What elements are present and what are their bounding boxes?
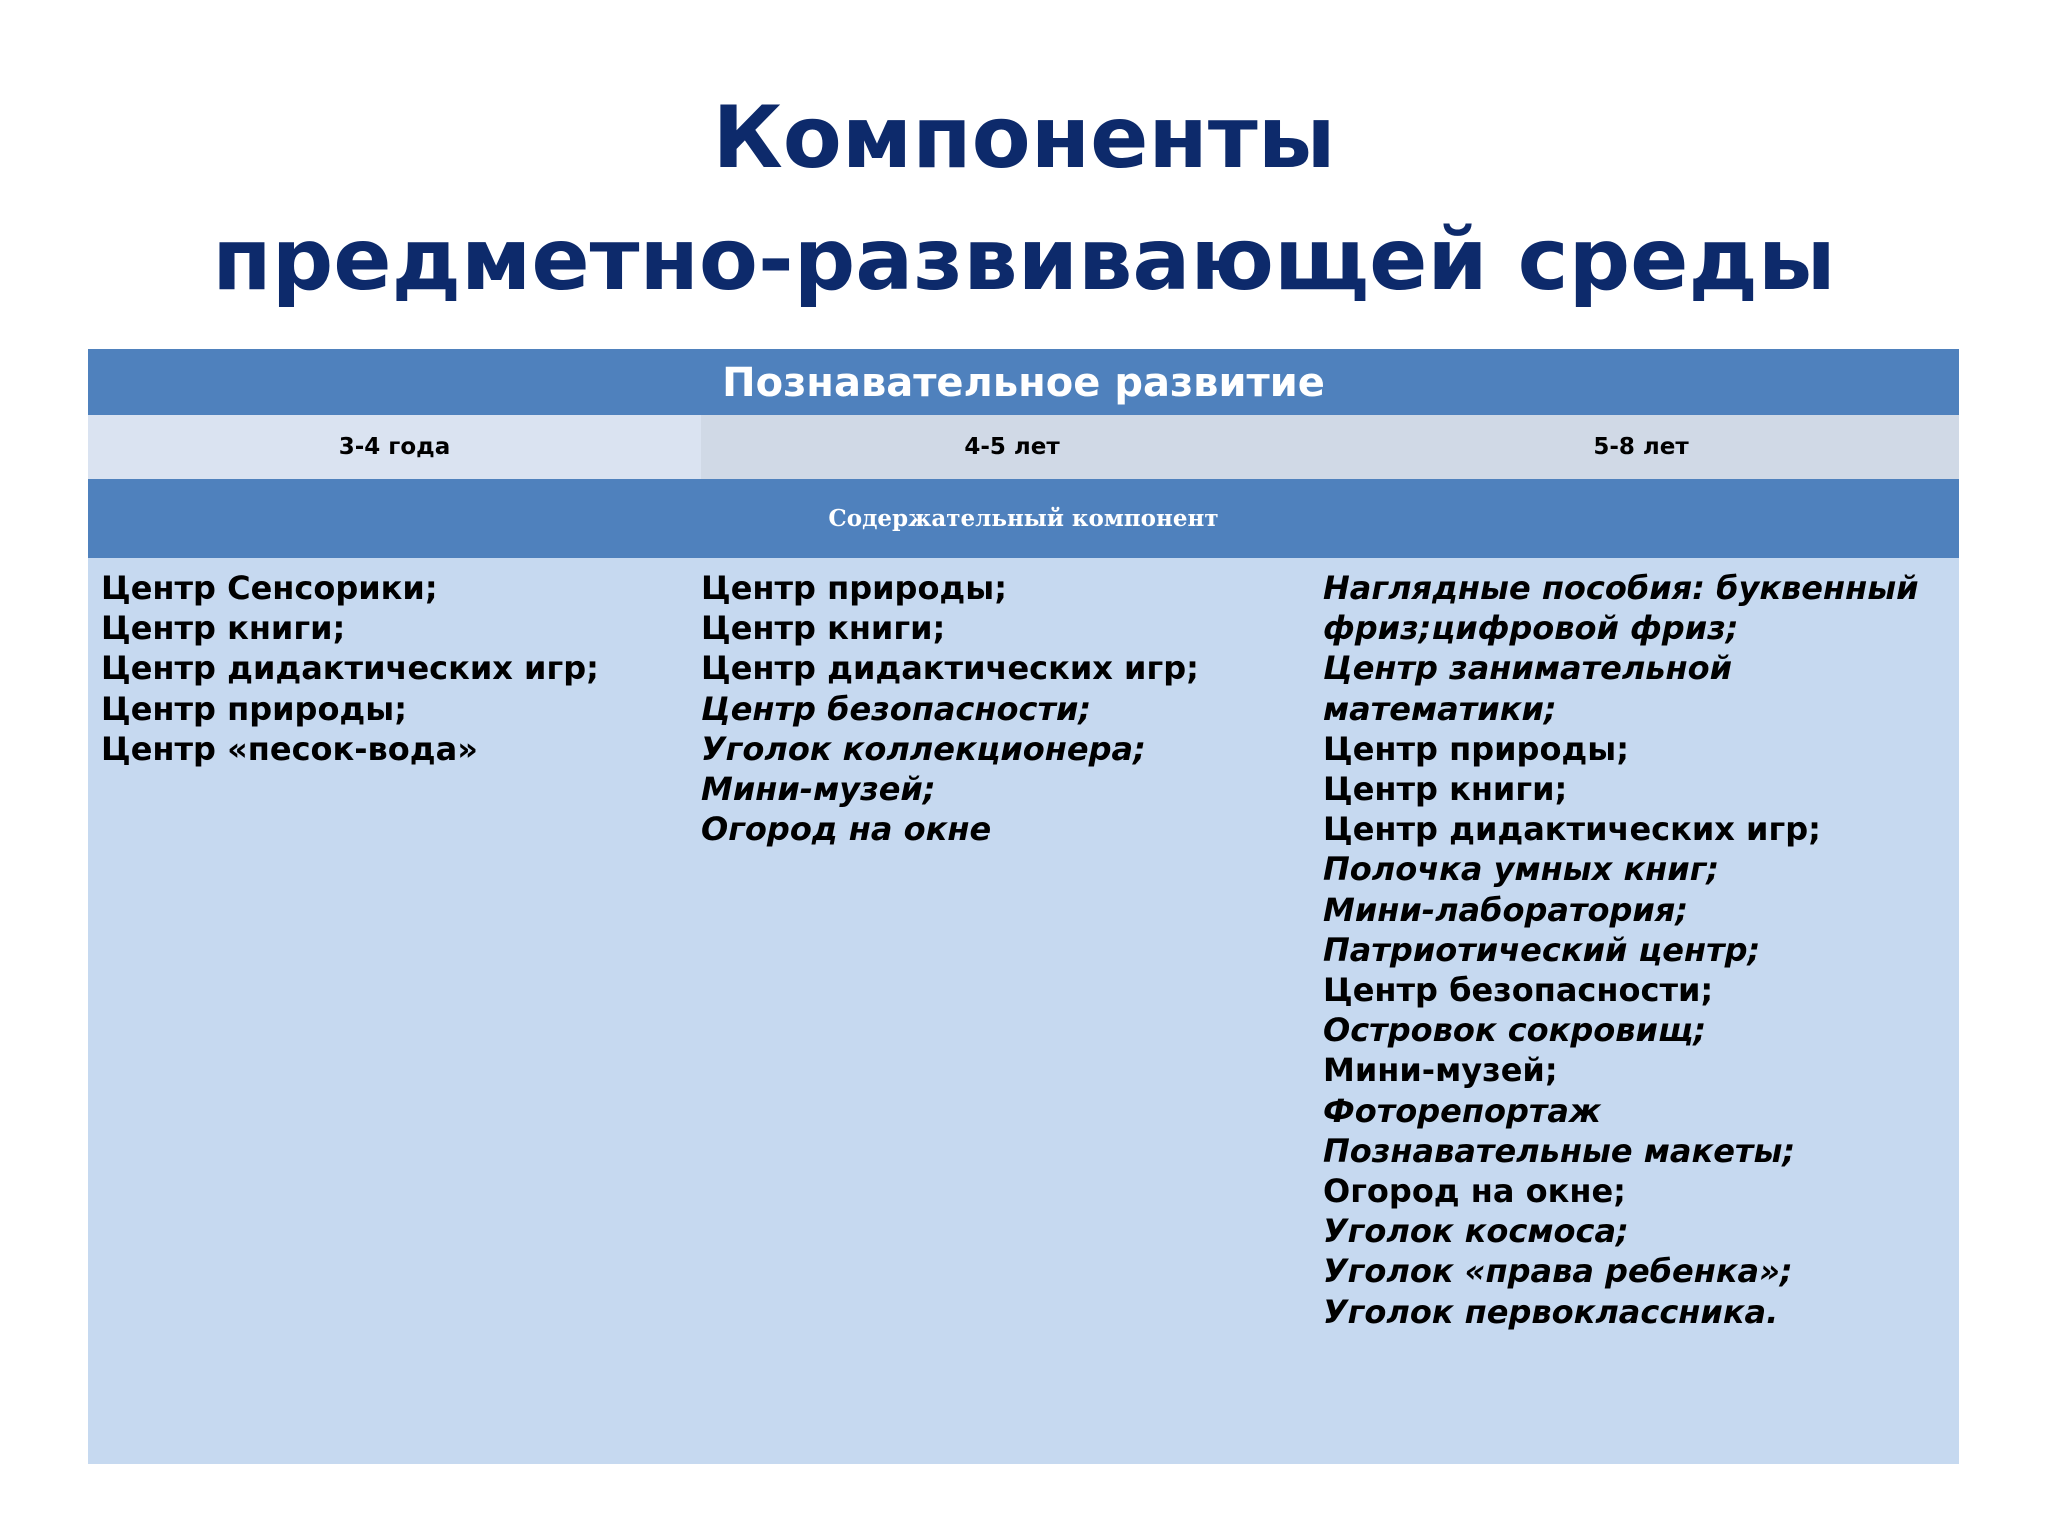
age-3-4: 3-4 года	[88, 415, 701, 479]
list-item: Познавательные макеты;	[1323, 1131, 1796, 1170]
list-item: Мини-музей;	[701, 770, 936, 809]
list-item: Мини-музей;	[1323, 1051, 1558, 1090]
list-item: Островок сокровищ;	[1323, 1011, 1707, 1050]
column-5-8	[1323, 558, 1959, 1464]
table-body	[88, 558, 1959, 1464]
list-item: Полочка умных книг;	[1323, 850, 1720, 889]
list-item: Центр книги;	[701, 609, 946, 648]
list-item: Центр природы;	[701, 569, 1007, 607]
age-4-5: 4-5 лет	[701, 415, 1323, 479]
list-item: Фоторепортаж	[1323, 1091, 1601, 1130]
list-item: Уголок первоклассника.	[1323, 1292, 1779, 1331]
slide-title-line-2: предметно-развивающей среды	[212, 210, 1836, 310]
column-3-4	[88, 558, 701, 1464]
list-item: Центр занимательной	[1323, 649, 1732, 688]
list-item: Центр безопасности;	[1323, 971, 1714, 1010]
slide-title-line-1: Компоненты	[712, 88, 1336, 188]
list-item: Центр книги;	[101, 609, 346, 648]
components-table	[88, 349, 1959, 1464]
list-item: Центр Сенсорики;	[101, 569, 438, 607]
list-item: математики;	[1323, 689, 1557, 728]
table-header: Познавательное развитие	[88, 349, 1959, 415]
list-item: Уголок космоса;	[1323, 1212, 1629, 1251]
list-item: Центр безопасности;	[701, 689, 1092, 728]
list-item: Огород на окне	[701, 810, 992, 849]
list-item: Огород на окне;	[1323, 1172, 1626, 1211]
list-item: Центр книги;	[1323, 770, 1568, 809]
list-item: Центр дидактических игр;	[1323, 810, 1821, 849]
list-item: Уголок «права ребенка»;	[1323, 1252, 1793, 1291]
table-subheader: Содержательный компонент	[88, 479, 1959, 558]
list-item: Уголок коллекционера;	[701, 729, 1146, 768]
list-item: Мини-лаборатория;	[1323, 890, 1689, 929]
list-item: Центр дидактических игр;	[701, 649, 1199, 688]
column-4-5	[701, 558, 1323, 1464]
list-item: Центр природы;	[1323, 729, 1629, 768]
list-item: фриз;цифровой фриз;	[1323, 609, 1739, 648]
list-item: Наглядные пособия: буквенный	[1323, 569, 1919, 607]
list-item: Центр природы;	[101, 689, 407, 728]
list-item: Центр «песок-вода»	[101, 729, 478, 768]
age-5-8: 5-8 лет	[1323, 415, 1959, 479]
age-row	[88, 415, 1959, 479]
list-item: Патриотический центр;	[1323, 930, 1761, 969]
list-item: Центр дидактических игр;	[101, 649, 599, 688]
